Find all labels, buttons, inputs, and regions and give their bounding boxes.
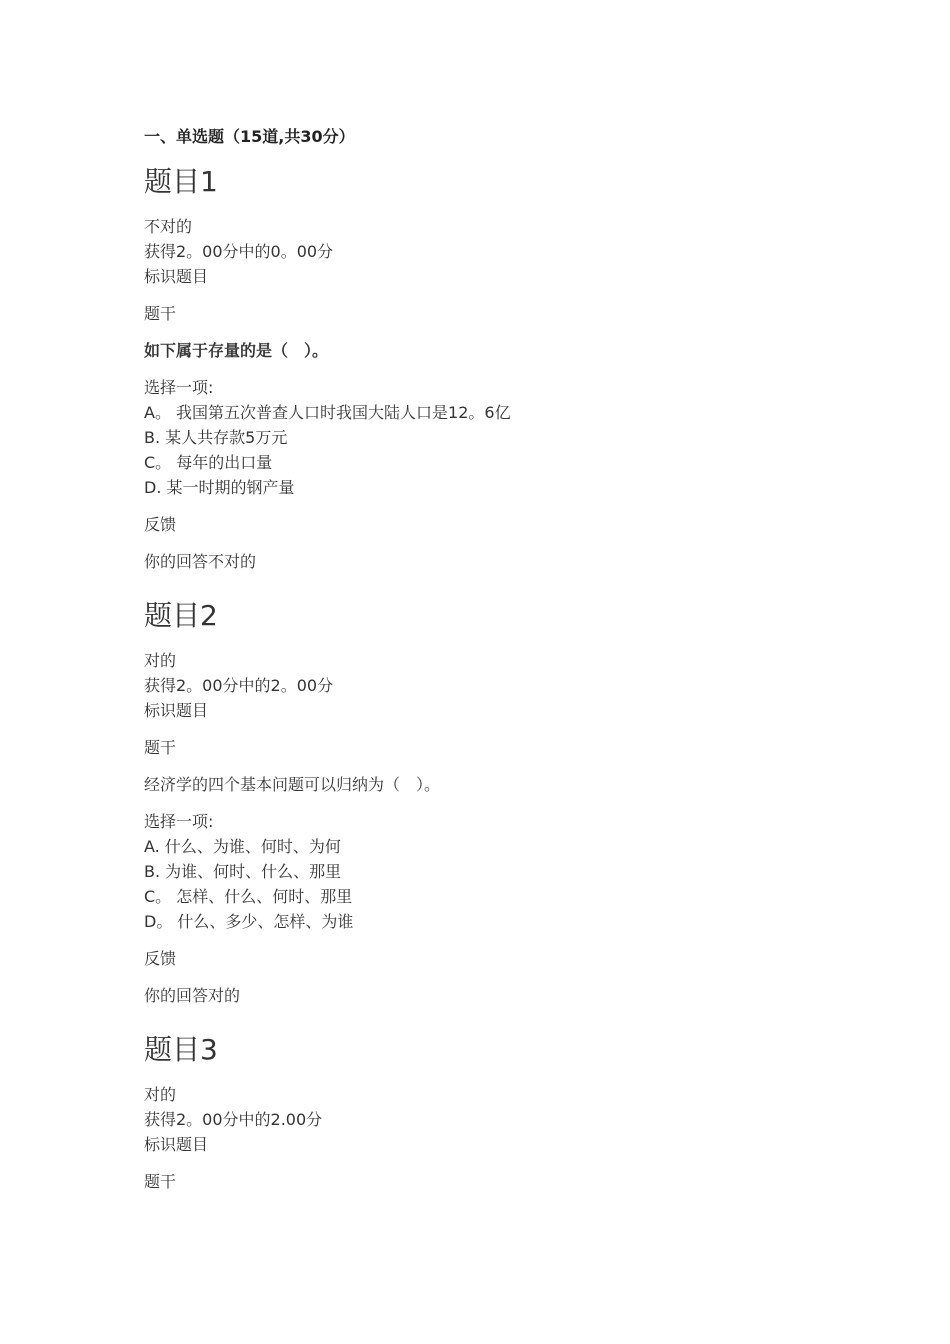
- feedback-text: 你的回答对的: [144, 986, 241, 1005]
- question-2: [144, 598, 844, 1008]
- flag-question-link[interactable]: 标识题目: [144, 267, 209, 286]
- answer-options: [144, 809, 844, 934]
- option-c[interactable]: C。 每年的出口量: [144, 453, 273, 472]
- option-d[interactable]: D. 某一时期的钢产量: [144, 478, 295, 497]
- option-c[interactable]: C。 怎样、什么、何时、那里: [144, 887, 353, 906]
- choose-label: 选择一项:: [144, 812, 214, 831]
- stem-label: 题干: [144, 738, 177, 757]
- stem-label: 题干: [144, 1172, 177, 1191]
- quiz-review-page: [144, 126, 844, 1206]
- feedback-text: 你的回答不对的: [144, 552, 257, 571]
- question-stem: 如下属于存量的是（ ）。: [144, 341, 329, 360]
- option-a[interactable]: A. 什么、为谁、何时、为何: [144, 837, 341, 856]
- question-info: [144, 214, 844, 289]
- flag-question-link[interactable]: 标识题目: [144, 1135, 209, 1154]
- question-status: 对的: [144, 1085, 177, 1104]
- question-3: [144, 1032, 844, 1194]
- question-status: 对的: [144, 651, 177, 670]
- option-b[interactable]: B. 某人共存款5万元: [144, 428, 288, 447]
- option-d[interactable]: D。 什么、多少、怎样、为谁: [144, 912, 354, 931]
- question-status: 不对的: [144, 217, 193, 236]
- flag-question-link[interactable]: 标识题目: [144, 701, 209, 720]
- question-score: 获得2。00分中的2.00分: [144, 1110, 323, 1129]
- question-title: 题目1: [144, 165, 218, 198]
- option-b[interactable]: B. 为谁、何时、什么、那里: [144, 862, 342, 881]
- option-a[interactable]: A。 我国第五次普查人口时我国大陆人口是12。6亿: [144, 403, 511, 422]
- question-info: [144, 1082, 844, 1157]
- choose-label: 选择一项:: [144, 378, 214, 397]
- feedback-label: 反馈: [144, 949, 177, 968]
- question-1: [144, 164, 844, 574]
- question-stem: 经济学的四个基本问题可以归纳为（ ）。: [144, 775, 441, 794]
- question-title: 题目3: [144, 1033, 218, 1066]
- stem-label: 题干: [144, 304, 177, 323]
- question-info: [144, 648, 844, 723]
- section-title: 一、单选题（15道,共30分）: [144, 127, 355, 146]
- question-score: 获得2。00分中的2。00分: [144, 676, 334, 695]
- question-score: 获得2。00分中的0。00分: [144, 242, 334, 261]
- answer-options: [144, 375, 844, 500]
- feedback-label: 反馈: [144, 515, 177, 534]
- question-title: 题目2: [144, 599, 218, 632]
